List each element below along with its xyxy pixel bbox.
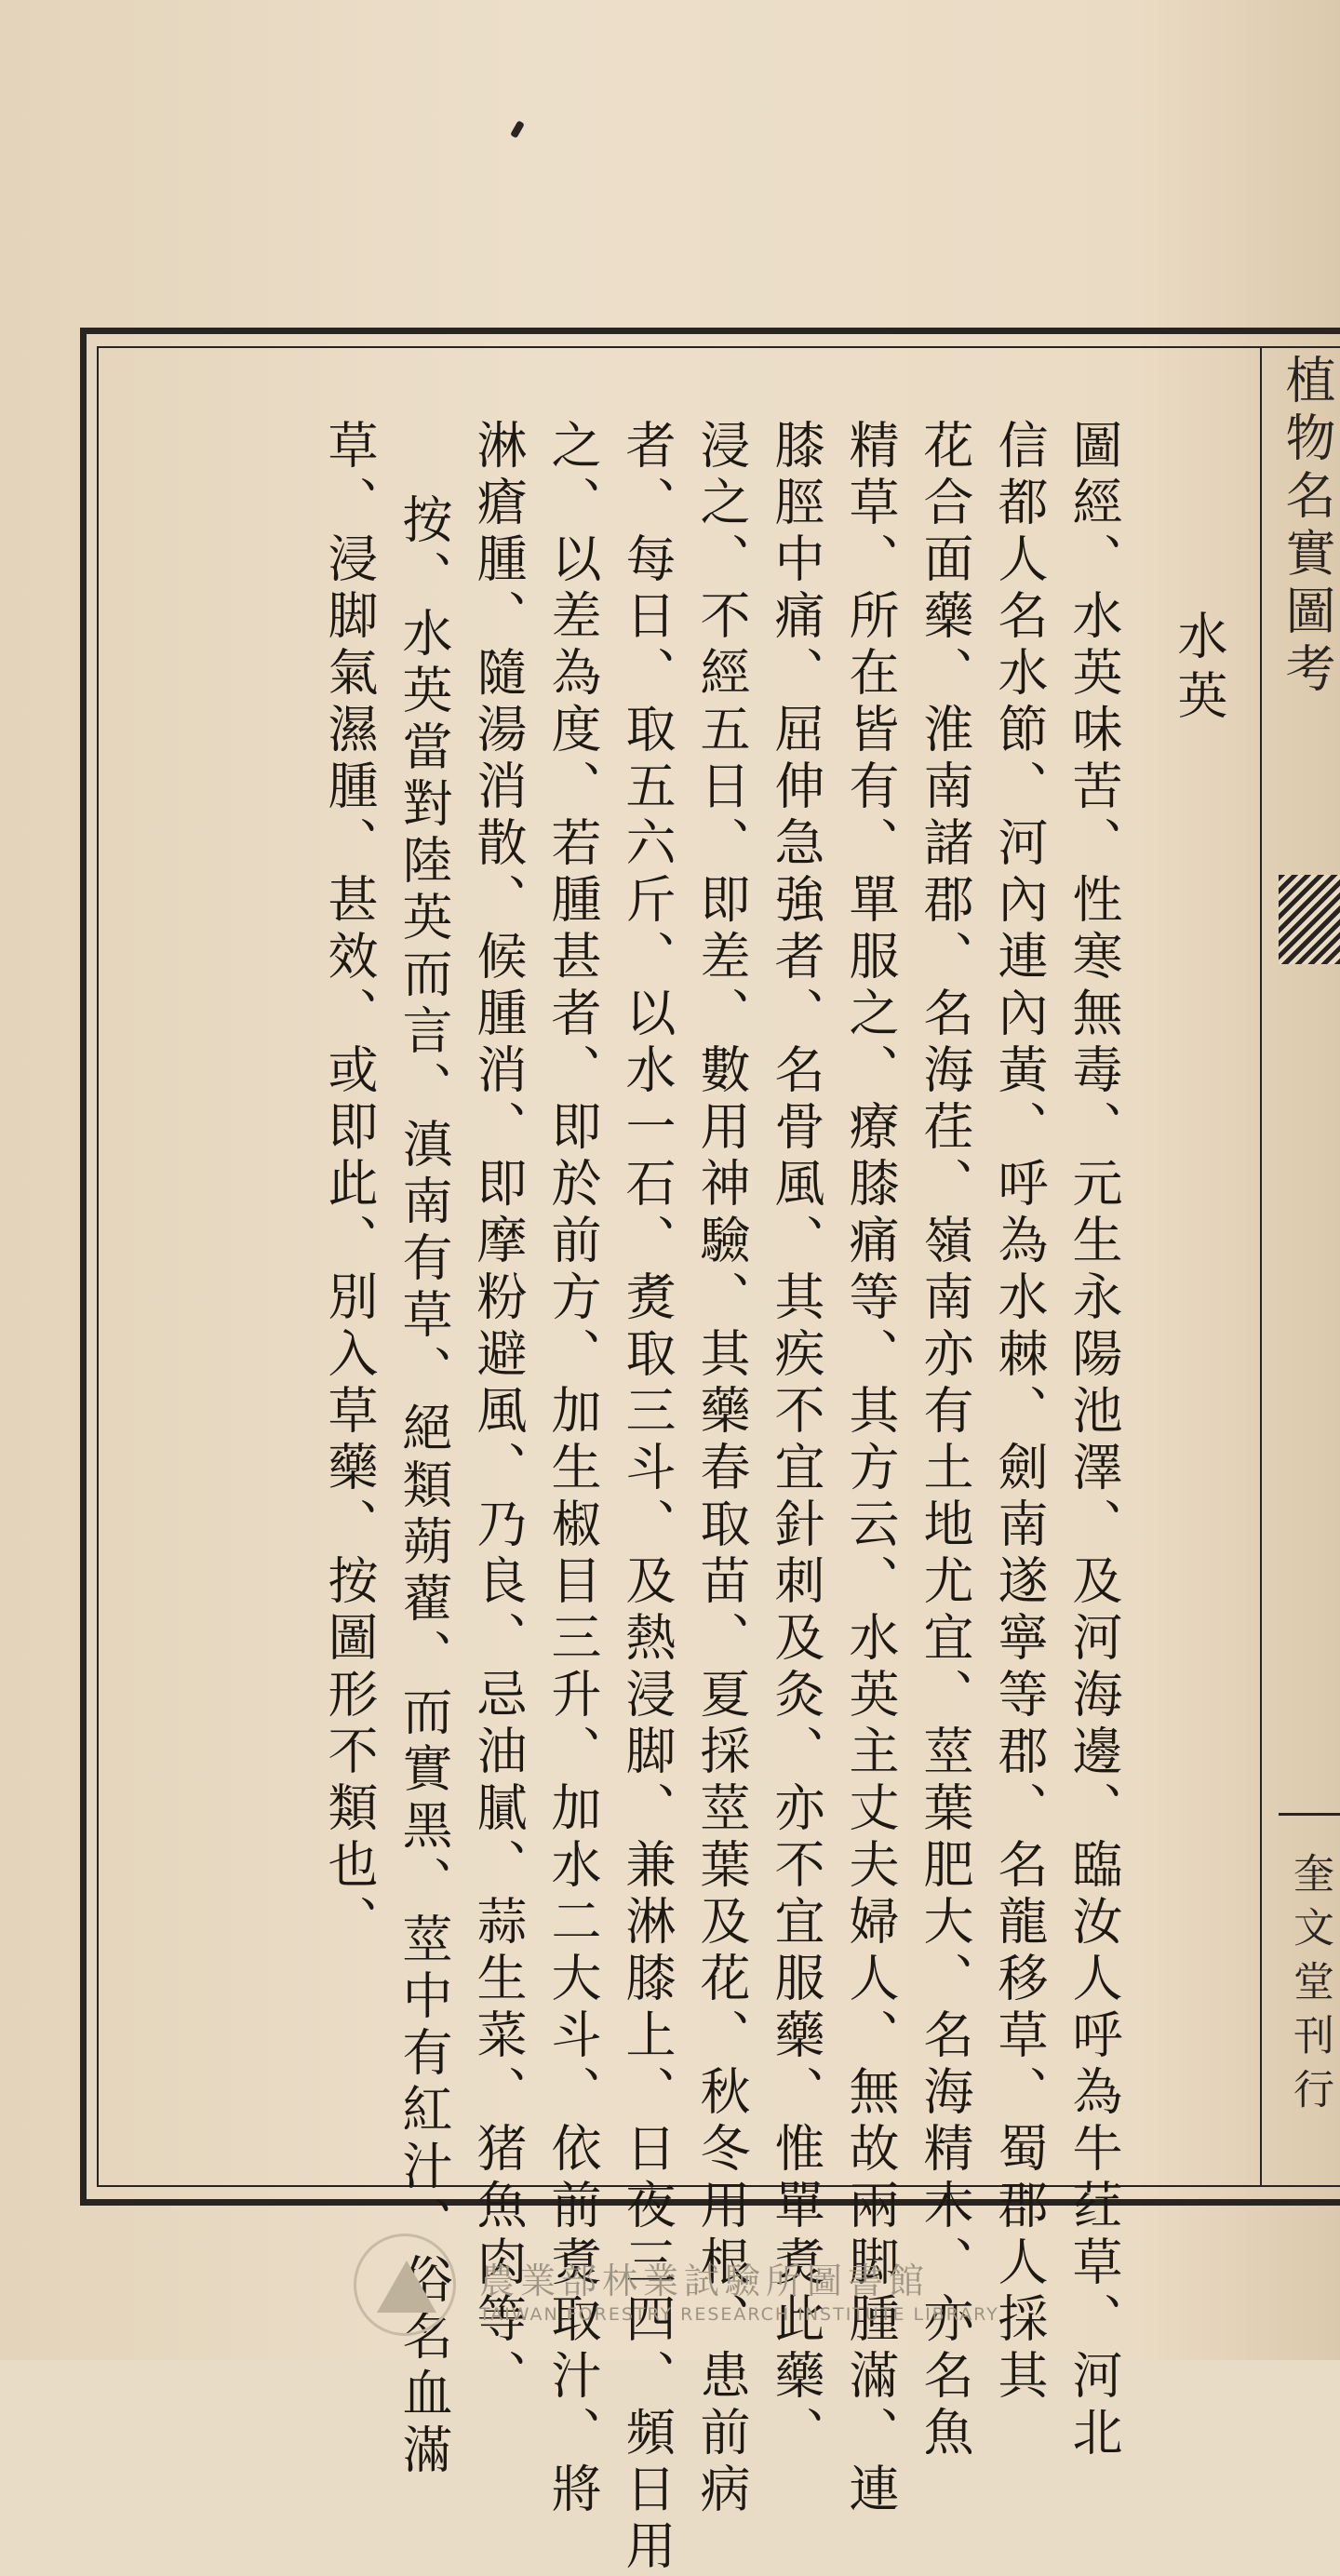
entry-title: 水英 <box>1170 610 1228 729</box>
margin-divider <box>1279 1813 1340 1816</box>
text-column-11: 草、浸脚氣濕腫、甚效、或即此、別入草藥、按圖形不類也、 <box>320 419 379 1952</box>
library-name-en: TAIWAN FORESTRY RESEARCH INSTITUTE LIBRARY <box>479 2304 999 2325</box>
ink-speck <box>510 120 525 139</box>
text-column-5: 膝脛中痛、屈伸急強者、名骨風、其疾不宜針刺及灸、亦不宜服藥、惟單煑此藥、 <box>767 419 825 2462</box>
publisher-label: 奎文堂刊行 <box>1286 1852 1333 2122</box>
text-column-7: 者、每日、取五六斤、以水一石、煑取三斗、及熱浸脚、兼淋膝上、日夜三四、頻日用 <box>618 419 677 2576</box>
text-column-3: 花合面藥、淮南諸郡、名海荏、嶺南亦有土地尤宜、莖葉肥大、名海精木、亦名魚 <box>916 419 974 2462</box>
text-column-6: 浸之、不經五日、即差、數用神驗、其藥春取苗、夏採莖葉及花、秋冬用根、患前病 <box>692 419 751 2519</box>
text-column-9: 淋瘡腫、隨湯消散、候腫消、即摩粉避風、乃良、忌油膩、蒜生菜、猪魚肉等、 <box>469 419 528 2406</box>
text-column-1: 圖經、水英味苦、性寒無毒、元生永陽池澤、及河海邊、臨汝人呼為牛荭草、河北 <box>1065 419 1123 2462</box>
text-column-4: 精草、所在皆有、單服之、療膝痛等、其方云、水英主丈夫婦人、無故兩脚腫滿、連 <box>841 419 900 2519</box>
text-column-2: 信都人名水節、河內連內黃、呼為水棘、劍南遂寧等郡、名龍移草、蜀郡人採其 <box>990 419 1049 2406</box>
library-seal <box>354 2234 456 2336</box>
text-column-10: 按、水英當對陸英而言、滇南有草、絕類蒴藋、而實黑、莖中有紅汁、俗名血滿 <box>395 493 453 2480</box>
text-column-8: 之、以差為度、若腫甚者、即於前方、加生椒目三升、加水二大斗、依前煑取汁、將 <box>543 419 602 2519</box>
seal-triangle-icon <box>377 2261 436 2313</box>
fish-tail-mark <box>1279 875 1340 964</box>
book-title: 植物名實圖考 <box>1278 354 1336 700</box>
library-name-zh: 農業部林業試驗所圖書館 <box>479 2261 931 2301</box>
